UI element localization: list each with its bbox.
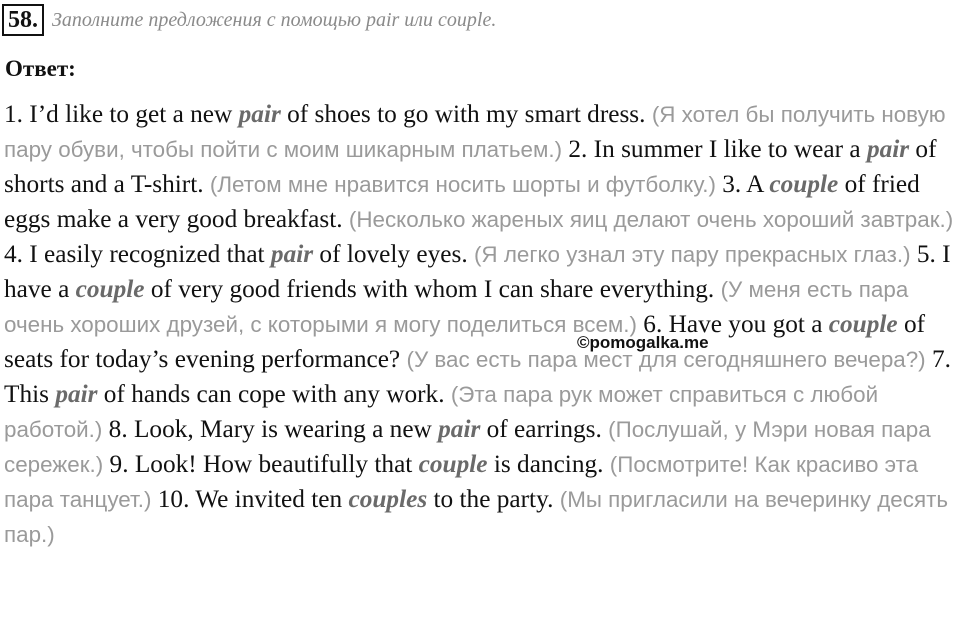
sentence-text: 10. We invited ten (151, 485, 349, 513)
sentence-text: 4. I easily recognized that (4, 240, 271, 268)
sentence-text: of very good friends with whom I can share everything. (144, 275, 721, 303)
watermark: ©pomogalka.me (577, 333, 709, 352)
sentence-text: 8. Look, Mary is wearing a new (102, 415, 439, 443)
keyword: couple (418, 450, 488, 478)
translation-text: (Эта пара рук может справиться с любой работой.) (4, 382, 879, 442)
sentence-text: of earrings. (480, 415, 609, 443)
keyword: pair (238, 100, 281, 128)
keyword: pair (438, 415, 481, 443)
translation-text: (Мы пригласили на вечеринку десять пар.) (4, 487, 948, 547)
exercise-number: 58. (2, 4, 44, 36)
keyword: couple (828, 310, 898, 338)
sentence-text: of lovely eyes. (313, 240, 474, 268)
exercise-header (2, 4, 496, 36)
sentence-text: 5. I have a (4, 240, 951, 303)
keyword: pair (270, 240, 314, 268)
translation-text: (Послушай, у Мэри новая пара сережек.) (4, 417, 931, 477)
sentence-text: 7. This (4, 345, 951, 408)
sentence-text: of fried eggs make a very good breakfast. (4, 170, 920, 233)
keyword: pair (866, 135, 910, 163)
keyword: couple (75, 275, 145, 303)
answer-text (4, 97, 960, 552)
sentence-text: of seats for today’s evening performance? (4, 310, 926, 373)
translation-text: (Я хотел бы получить новую пару обуви, чтобы пойти с моим шикарным платьем.) (4, 102, 946, 162)
sentence-text: of hands can cope with any work. (97, 380, 451, 408)
sentence-text: of shoes to go with my smart dress. (280, 100, 652, 128)
keyword: pair (55, 380, 98, 408)
sentence-text: is dancing. (487, 450, 610, 478)
translation-text: (У меня есть пара очень хороших друзей, с которыми я могу поделиться всем.) (4, 277, 909, 337)
keyword: couple (769, 170, 839, 198)
sentence-text: 9. Look! How beautifully that (103, 450, 419, 478)
translation-text: (У вас есть пара мест для сегодняшнего вечера?) (406, 347, 926, 372)
sentence-text: 1. I’d like to get a new (4, 100, 239, 128)
keyword: couples (348, 485, 428, 513)
sentence-text: 2. In summer I like to wear a (562, 135, 867, 163)
sentence-text: 6. Have you got a (636, 310, 829, 338)
translation-text: (Посмотрите! Как красиво эта пара танцует.) (4, 452, 919, 512)
translation-text: (Несколько жареных яиц делают очень хороший завтрак.) (348, 207, 954, 232)
sentence-text: to the party. (427, 485, 560, 513)
sentence-text: 3. A (715, 170, 770, 198)
answer-label: Ответ: (5, 56, 76, 81)
translation-text: (Летом мне нравится носить шорты и футболку.) (209, 172, 716, 197)
sentence-text: of shorts and a T-shirt. (4, 135, 937, 198)
translation-text: (Я легко узнал эту пару прекрасных глаз.) (473, 242, 911, 267)
exercise-instruction: Заполните предложения с помощью pair или couple. (52, 8, 497, 31)
